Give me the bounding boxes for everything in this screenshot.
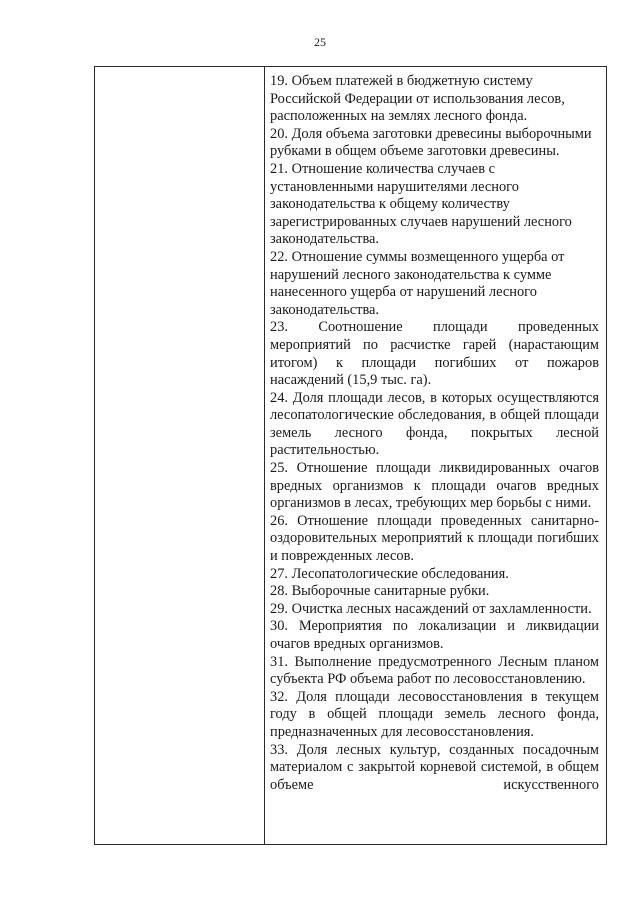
indicator-item-19: 19. Объем платежей в бюджетную систему Российской Федерации от использования лесов, расположенных на землях лесного фонда.: [270, 73, 565, 125]
page-number: 25: [314, 35, 326, 49]
indicator-item-23: 23. Соотношение площади проведенных мероприятий по расчистке гарей (нарастающим итогом) к площади погибших от пожаров насаждений (15,9 тыс. га).: [270, 319, 599, 389]
indicator-item-30: 30. Мероприятия по локализации и ликвидации очагов вредных организмов.: [270, 618, 599, 652]
indicator-item-26: 26. Отношение площади проведенных санитарно-оздоровительных мероприятий к площади погибших и поврежденных лесов.: [270, 512, 599, 565]
indicator-item-24: 24. Доля площади лесов, в которых осуществляются лесопатологические обследования, в общей площади земель лесного фонда, покрытых лесной растительностью.: [270, 389, 599, 459]
indicator-item-28: 28. Выборочные санитарные рубки.: [270, 583, 490, 600]
indicator-item-21: 21. Отношение количества случаев с установленными нарушителями лесного законодательства к общему количеству зарегистрированных случаев нарушений лесного законодательства.: [270, 160, 572, 248]
table-left-cell: [95, 67, 264, 844]
indicator-item-27: 27. Лесопатологические обследования.: [270, 565, 509, 582]
indicator-item-33: 33. Доля лесных культур, созданных посадочным материалом с закрытой корневой системой, в общем объеме искусственного: [270, 741, 599, 793]
indicator-item-20: 20. Доля объема заготовки древесины выборочными рубками в общем объеме заготовки древесины.: [270, 125, 592, 160]
indicator-item-22: 22. Отношение суммы возмещенного ущерба от нарушений лесного законодательства к сумме нанесенного ущерба от нарушений лесного законодательства.: [270, 248, 565, 318]
indicator-item-32: 32. Доля площади лесовосстановления в текущем году в общей площади земель лесного фонда, предназначенных для лесовосстановления.: [270, 688, 599, 740]
indicator-item-29: 29. Очистка лесных насаждений от захламленности.: [270, 600, 592, 617]
indicators-table: [94, 66, 607, 845]
table-right-cell: [270, 73, 599, 794]
indicator-item-31: 31. Выполнение предусмотренного Лесным планом субъекта РФ объема работ по лесовосстановлению.: [270, 653, 599, 688]
indicator-item-25: 25. Отношение площади ликвидированных очагов вредных организмов к площади очагов вредных организмов в лесах, требующих мер борьбы с ними.: [270, 460, 599, 512]
column-divider: [264, 67, 265, 844]
